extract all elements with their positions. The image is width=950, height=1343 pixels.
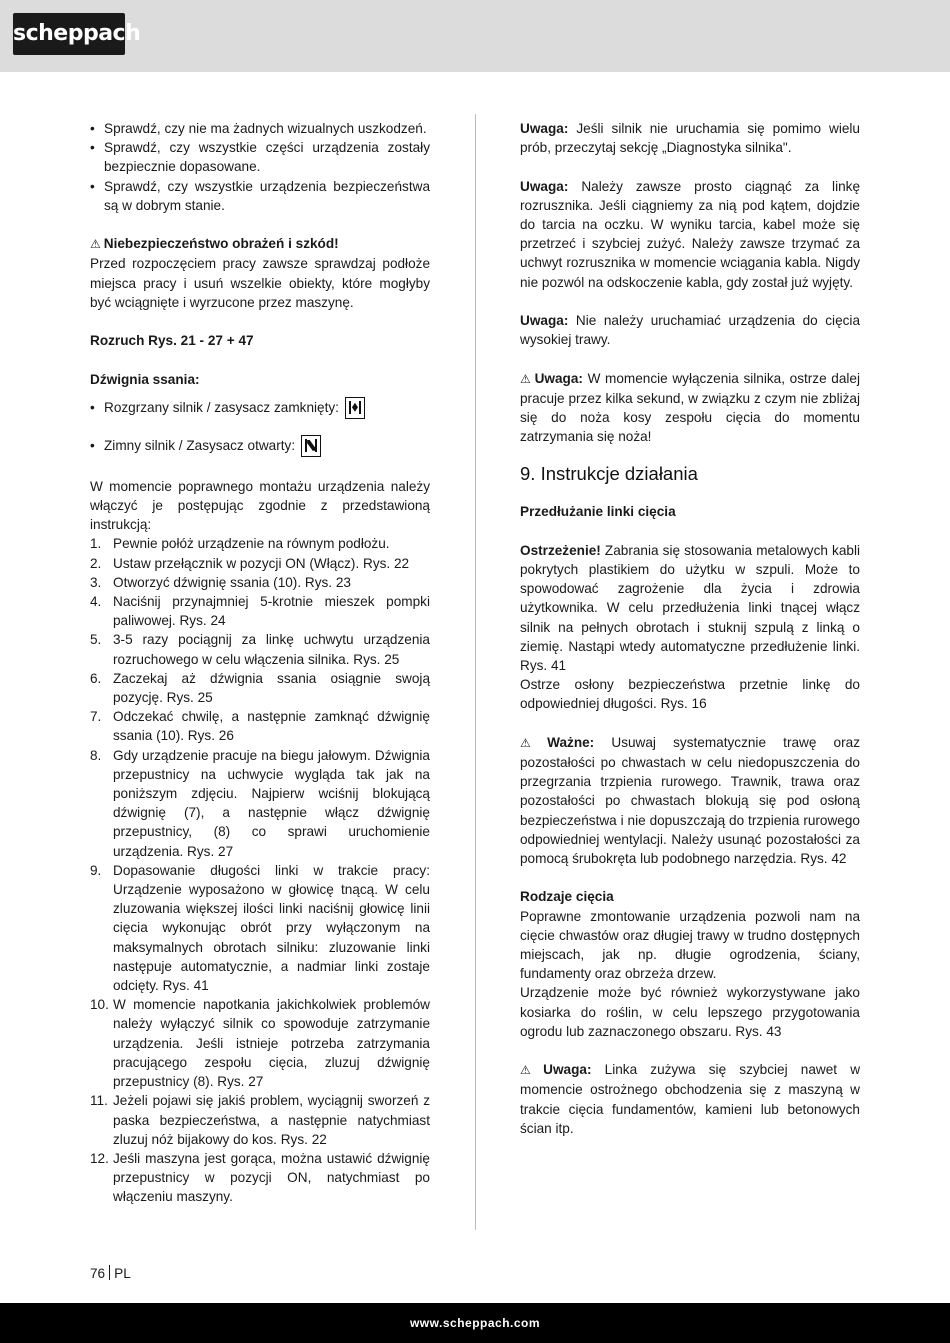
- choke-open-icon: [301, 435, 321, 457]
- step-item: 10. W momencie napotkania jakichkolwiek problemów należy wyłączyć silnik co spowoduje zatrzymanie urządzenia. Jeśli istnieje potrzeba zatrzymania pracującego zespołu cięcia, zluzuj dźwignię przepustnicy (8). Rys. 27: [90, 997, 430, 1090]
- choke-closed-label: • Rozgrzany silnik / zasysacz zamknięty:: [90, 398, 339, 417]
- right-column: [520, 119, 860, 1138]
- step-item: 7. Odczekać chwilę, a następnie zamknąć dźwignię ssania (10). Rys. 26: [90, 709, 430, 744]
- cut-heading: Rodzaje cięcia: [520, 889, 614, 905]
- note-grass: Uwaga: Nie należy uruchamiać urządzenia do cięcia wysokiej trawy.: [520, 313, 861, 348]
- left-column: [90, 119, 430, 1207]
- check-list: [90, 119, 430, 215]
- warning-icon: ⚠: [520, 371, 532, 386]
- column-divider: [475, 114, 476, 1230]
- step-item: 11. Jeżeli pojawi się jakiś problem, wyciągnij sworzeń z paska bezpieczeństwa, a następnie natychmiast zluzuj nóż bijakowy do kos. Rys. 22: [90, 1093, 430, 1147]
- danger-text: Przed rozpoczęciem pracy zawsze sprawdzaj podłoże miejsca pracy i usuń wszelkie obiekty, które mogłyby być wciągnięte i wyrzucone przez maszynę.: [90, 256, 430, 310]
- check-item: • Sprawdź, czy wszystkie części urządzenia zostały bezpiecznie dopasowane.: [90, 138, 430, 176]
- step-item: 5. 3-5 razy pociągnij za linkę uchwytu urządzenia rozruchowego w celu włączenia silnika. Rys. 25: [90, 632, 430, 667]
- warning-icon: ⚠: [520, 735, 545, 750]
- step-item: 6. Zaczekaj aż dźwignia ssania osiągnie swoją pozycję. Rys. 25: [90, 670, 430, 706]
- note-wear: ⚠ Uwaga: Linka zużywa się szybciej nawet w momencie ostrożnego obchodzenia się z maszyną w trakcie cięcia fundamentów, kamieni lub betonowych ścian itp.: [520, 1062, 861, 1136]
- step-item: 8. Gdy urządzenie pracuje na biegu jałowym. Dźwignia przepustnicy na uchwycie wygląda tak jak na poniższym zdjęciu. Najpierw wciśnij blokującą dźwignię (7), a następnie włącz dźwignię przepustnicy, (8) co sprawi uruchomienie urządzenia. Rys. 27: [90, 747, 430, 859]
- step-item: 2. Ustaw przełącznik w pozycji ON (Włącz). Rys. 22: [90, 555, 410, 571]
- warning-icon: ⚠: [520, 1063, 541, 1078]
- choke-closed-row: [90, 389, 430, 427]
- note-blade: ⚠ Uwaga: W momencie wyłączenia silnika, ostrze dalej pracuje przez kilka sekund, w związku z czym nie zbliżaj się do noża kosy zespołu cięcia do momentu zatrzymania się noża!: [520, 370, 860, 445]
- step-item: 12. Jeśli maszyna jest gorąca, można ustawić dźwignię przepustnicy w pozycji ON, natychmiast po włączeniu maszyny.: [90, 1150, 430, 1205]
- page-header: [0, 0, 950, 72]
- extend-heading: Przedłużanie linki cięcia: [520, 504, 676, 520]
- step-item: 3. Otworzyć dźwignię ssania (10). Rys. 23: [90, 574, 351, 590]
- cut-text: Poprawne zmontowanie urządzenia pozwoli nam na cięcie chwastów oraz długiej trawy w trudno dostępnych miejscach, jak np. długie ogrodzenia, ściany, fundamenty oraz obrzeża drzew.: [520, 908, 860, 982]
- step-item: 9. Dopasowanie długości linki w trakcie pracy: Urządzenie wyposażono w głowicę tnącą. W celu zluzowania większej ilości linki naciśnij głowicę linii cięcia wykonując obrót przy wyłączonym na maksymalnych obrotach silniku: zluzowanie linki następuje automatycznie, a nadmiar linki zostaje odcięty. Rys. 41: [90, 862, 430, 994]
- cut-text-2: Urządzenie może być również wykorzystywane jako kosiarka do roślin, w celu lepszego przygotowania ogrodu lub zaznaczonego obszaru. Rys. 43: [520, 985, 860, 1039]
- page-number: 76 PL: [90, 1266, 131, 1281]
- step-item: 4. Naciśnij przynajmniej 5-krotnie mieszek pompki paliwowej. Rys. 24: [90, 594, 430, 629]
- page-footer: [0, 1303, 950, 1343]
- warning-icon: ⚠: [90, 237, 101, 252]
- check-item: • Sprawdź, czy wszystkie urządzenia bezpieczeństwa są w dobrym stanie.: [90, 177, 430, 215]
- start-steps: [90, 534, 430, 1206]
- warning-text-2: Ostrze osłony bezpieczeństwa przetnie linkę do odpowiedniej długości. Rys. 16: [520, 677, 860, 712]
- danger-title: ⚠ Niebezpieczeństwo obrażeń i szkód!: [90, 236, 339, 252]
- note-rope: Uwaga: Należy zawsze prosto ciągnąć za linkę rozrusznika. Jeśli ciągniemy za nią pod kątem, dojdzie do tarcia na oczku. W wyniku tarcia, kabel może się przetrzeć i szybciej zużyć. Należy zawsze trzymać za uchwyt rozrusznika w momencie wciągania kabla. Nigdy nie pozwól na odskoczenie kabla, gdy został już wyjęty.: [520, 178, 861, 290]
- section-title: 9. Instrukcje działania: [520, 463, 698, 485]
- scheppach-logo: scheppach: [13, 13, 125, 55]
- note-start: Uwaga: Jeśli silnik nie uruchamia się pomimo wielu prób, przeczytaj sekcję „Diagnostyka silnika".: [520, 121, 860, 156]
- choke-open-row: [90, 427, 430, 465]
- choke-heading: Dźwignia ssania:: [90, 371, 200, 387]
- choke-open-label: • Zimny silnik / Zasysacz otwarty:: [90, 436, 295, 455]
- start-intro: W momencie poprawnego montażu urządzenia należy włączyć je postępując zgodnie z przedstawioną instrukcją:: [90, 478, 430, 533]
- important-text: ⚠ Ważne: Usuwaj systematycznie trawę oraz pozostałości po chwastach w celu niedopuszczenia do przegrzania trzpienia rurowego. Trawnik, trawa oraz pozostałości po chwastach blokują się pod osłoną bezpieczeństwa i nie dopuszczają do trzpienia rurowego odpowiedniej wentylacji. Należy usunąć pozostałości za pomocą śrubokręta lub podobnego narzędzia. Rys. 42: [520, 734, 860, 867]
- website-link[interactable]: www.scheppach.com: [409, 1316, 541, 1330]
- warning-text: Ostrzeżenie! Zabrania się stosowania metalowych kabli pokrytych plastikiem do użytku w szpuli. Może to spowodować zagrożenie dla życia i zdrowia użytkownika. W celu przedłużenia linki tnącej włącz silnik na pełnych obrotach i stuknij szpulą z linką o ziemię. Nastąpi wtedy automatyczne przedłużenie linki. Rys. 41: [520, 542, 860, 674]
- step-item: 1. Pewnie połóż urządzenie na równym podłożu.: [90, 536, 390, 552]
- choke-closed-icon: [345, 397, 365, 419]
- check-item: • Sprawdź, czy nie ma żadnych wizualnych uszkodzeń.: [90, 119, 430, 138]
- start-heading: Rozruch Rys. 21 - 27 + 47: [90, 333, 254, 349]
